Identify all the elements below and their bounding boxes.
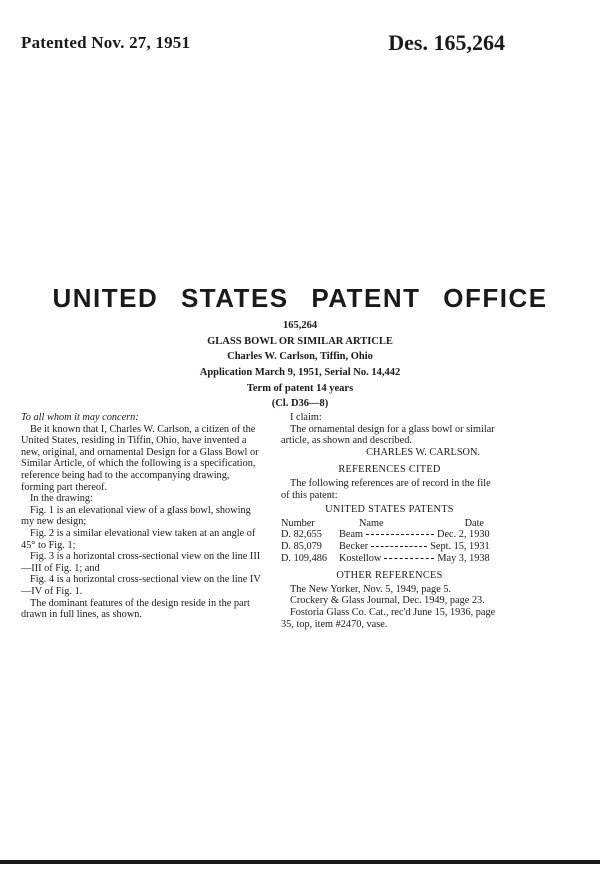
ref-name: Kostellow [339, 552, 382, 564]
references-cited-title: REFERENCES CITED [338, 464, 441, 476]
other-reference: Fostoria Glass Co. Cat., rec'd June 15, 1936, page 35, top, item #2470, vase. [281, 606, 496, 630]
classification: (Cl. D36—8) [271, 398, 329, 409]
office-title: UNITED STATES PATENT OFFICE [52, 283, 548, 313]
leader-dots [384, 558, 434, 559]
header-date: Date [464, 517, 484, 529]
other-reference: Crockery & Glass Journal, Dec. 1949, page 23. [290, 595, 485, 607]
claim-text: The ornamental design for a glass bowl or similar article, as shown and described. [281, 423, 495, 447]
drawing-intro: In the drawing: [30, 493, 93, 505]
ref-number: D. 82,655 [281, 529, 322, 541]
patented-date: Patented Nov. 27, 1951 [21, 33, 191, 52]
ref-entry [339, 553, 498, 565]
other-references-title: OTHER REFERENCES [336, 570, 443, 582]
leader-dots [371, 546, 427, 547]
fig1-description: Fig. 1 is an elevational view of a glass bowl, showing my new design; [21, 504, 251, 528]
table-row [281, 541, 498, 553]
ref-number: D. 85,079 [281, 540, 322, 552]
signature: CHARLES W. CARLSON. [366, 446, 480, 458]
application-line: Application March 9, 1951, Serial No. 14,442 [199, 367, 401, 378]
ref-entry [339, 541, 498, 553]
bottom-rule [0, 860, 600, 864]
fig2-description: Fig. 2 is a similar elevational view taken at an angle of 45° to Fig. 1; [21, 527, 256, 551]
salutation: To all whom it may concern: [21, 412, 139, 423]
term-line: Term of patent 14 years [246, 383, 354, 394]
ref-entry [339, 529, 498, 541]
table-row [281, 529, 498, 541]
header-number: Number [281, 517, 315, 529]
fig4-description: Fig. 4 is a horizontal cross-sectional view on the line IV—IV of Fig. 1. [21, 574, 261, 597]
ref-name: Beam [339, 529, 364, 541]
claim-intro: I claim: [290, 412, 322, 423]
ref-date: May 3, 1938 [437, 552, 490, 564]
us-patents-table [281, 518, 498, 564]
design-number: Des. 165,264 [388, 30, 505, 55]
ref-date: Sept. 15, 1931 [430, 540, 490, 552]
intro-paragraph: Be it known that I, Charles W. Carlson, a citizen of the United States, residing in Tiffin, Ohio, have invented a new, original, and ornamental Design for a Glass Bowl or Similar Article, of which the following is a specification, reference being had to the accompanying drawing, forming part thereof. [21, 423, 259, 493]
header-name: Name [359, 517, 384, 529]
right-column [281, 412, 498, 630]
leader-dots [366, 534, 434, 535]
other-reference: The New Yorker, Nov. 5, 1949, page 5. [290, 583, 452, 595]
fig3-description: Fig. 3 is a horizontal cross-sectional view on the line III—III of Fig. 1; and [21, 551, 261, 574]
patent-title: GLASS BOWL OR SIMILAR ARTICLE [207, 336, 393, 347]
table-header-row [281, 518, 498, 530]
us-patents-title: UNITED STATES PATENTS [325, 504, 454, 516]
inventor: Charles W. Carlson, Tiffin, Ohio [227, 351, 373, 362]
ref-number: D. 109,486 [281, 552, 328, 564]
dominant-features: The dominant features of the design reside in the part drawn in full lines, as shown. [21, 597, 250, 621]
references-intro: The following references are of record in the file of this patent: [281, 477, 491, 501]
ref-date: Dec. 2, 1930 [437, 529, 490, 541]
patent-number: 165,264 [282, 320, 318, 331]
left-column [21, 412, 262, 621]
table-row [281, 553, 498, 565]
ref-name: Becker [339, 540, 369, 552]
